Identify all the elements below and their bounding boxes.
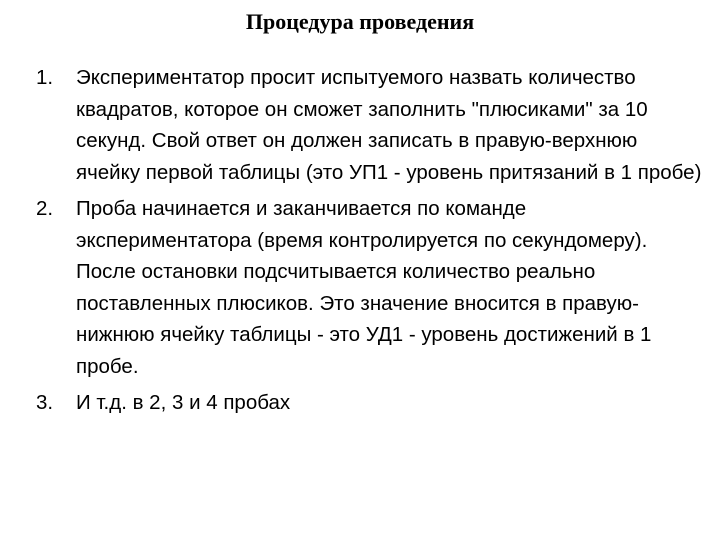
step-text: Проба начинается и заканчивается по команде экспериментатора (время контролируется по секундомеру). После остановки подсчитывается количество реально поставленных плюсиков. Это значение вносится в правую-нижнюю ячейку таблицы - это УД1 - уровень достижений в 1 пробе. bbox=[76, 197, 652, 378]
step-text: И т.д. в 2, 3 и 4 пробах bbox=[76, 391, 291, 414]
step-number: 3. bbox=[36, 391, 54, 414]
list-item-step-1 bbox=[36, 62, 706, 188]
step-text: Экспериментатор просит испытуемого назвать количество квадратов, которое он сможет заполнить "плюсиками" за 10 секунд. Свой ответ он должен записать в правую-верхнюю ячейку первой таблицы (это УП1 - уровень притязаний в 1 пробе) bbox=[76, 66, 702, 184]
list-item-step-2 bbox=[36, 193, 706, 382]
slide-title: Процедура проведения bbox=[245, 9, 475, 34]
list-item-step-3 bbox=[36, 387, 706, 419]
step-number: 1. bbox=[36, 66, 54, 89]
step-number: 2. bbox=[36, 197, 54, 220]
procedure-steps-list bbox=[36, 62, 706, 424]
